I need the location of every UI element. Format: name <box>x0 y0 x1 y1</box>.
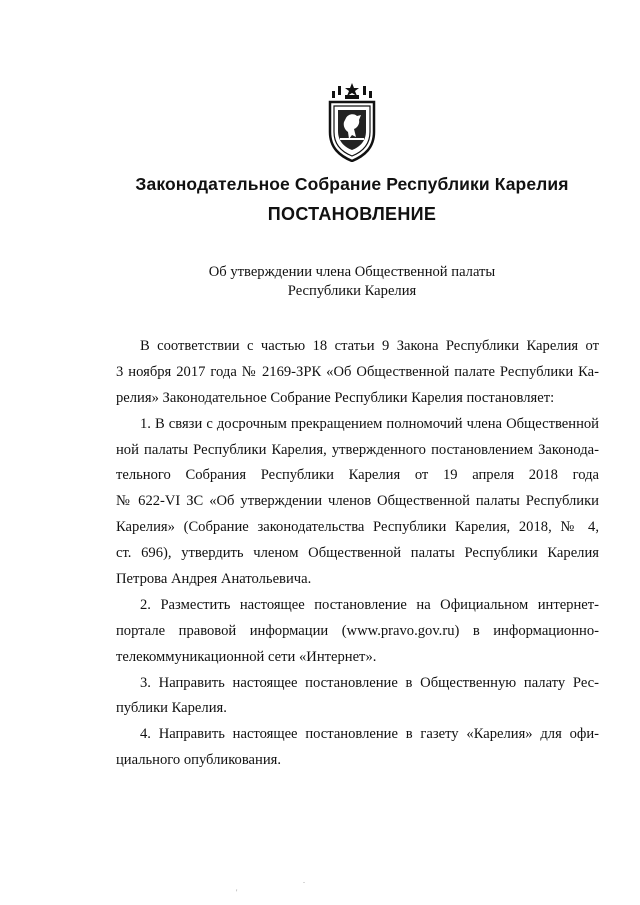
text-line: 4. Направить настоящее постановление в газету «Карелия» для офи- <box>140 726 599 743</box>
text-line: 1. В связи с досрочным прекращением полномочий члена Общественной <box>140 415 599 432</box>
text-line: публики Карелия. <box>116 700 227 717</box>
paragraph-item-3 <box>116 671 599 723</box>
text-line: 3 ноября 2017 года № 2169-ЗРК «Об Общественной палате Республики Ка- <box>116 363 599 380</box>
text-line: портале правовой информации (www.pravo.gov.ru) в информационно- <box>116 622 599 639</box>
text-line: В соответствии с частью 18 статьи 9 Закона Республики Карелия от <box>140 338 599 354</box>
document-type-title: ПОСТАНОВЛЕНИЕ <box>267 204 437 224</box>
text-line: телекоммуникационной сети «Интернет». <box>116 648 377 665</box>
organization-title: Законодательное Собрание Республики Карелия <box>135 174 569 194</box>
intro-paragraph <box>116 334 599 412</box>
paragraph-item-4 <box>116 722 599 774</box>
text-line: № 622-VI ЗС «Об утверждении членов Общественной палаты Республики <box>116 493 599 510</box>
text-line: Карелия» (Собрание законодательства Республики Карелия, 2018, № 4, <box>116 519 599 536</box>
subject-line: Республики Карелия <box>287 283 417 299</box>
paragraph-item-2 <box>116 593 599 671</box>
text-line: 3. Направить настоящее постановление в Общественную палату Рес- <box>140 674 599 691</box>
text-line: 2. Разместить настоящее постановление на Официальном интернет- <box>140 596 599 613</box>
text-line: циального опубликования. <box>116 752 282 769</box>
document-subject <box>0 263 640 301</box>
paragraph-item-1 <box>116 412 599 593</box>
text-line: Петрова Андрея Анатольевича. <box>116 571 312 588</box>
document-body <box>116 334 599 774</box>
text-line: тельного Собрания Республики Карелия от 19 апреля 2018 года <box>116 467 599 484</box>
coat-of-arms-emblem <box>326 82 378 162</box>
scan-speck: . <box>303 876 305 885</box>
text-line: релия» Законодательное Собрание Республики Карелия постановляет: <box>116 389 555 406</box>
subject-line: Об утверждении члена Общественной палаты <box>208 264 496 280</box>
text-line: ст. 696), утвердить членом Общественной палаты Республики Карелия <box>116 545 599 562</box>
text-line: ной палаты Республики Карелия, утвержденного постановлением Законода- <box>116 441 599 458</box>
scan-speck: ' <box>236 888 238 897</box>
